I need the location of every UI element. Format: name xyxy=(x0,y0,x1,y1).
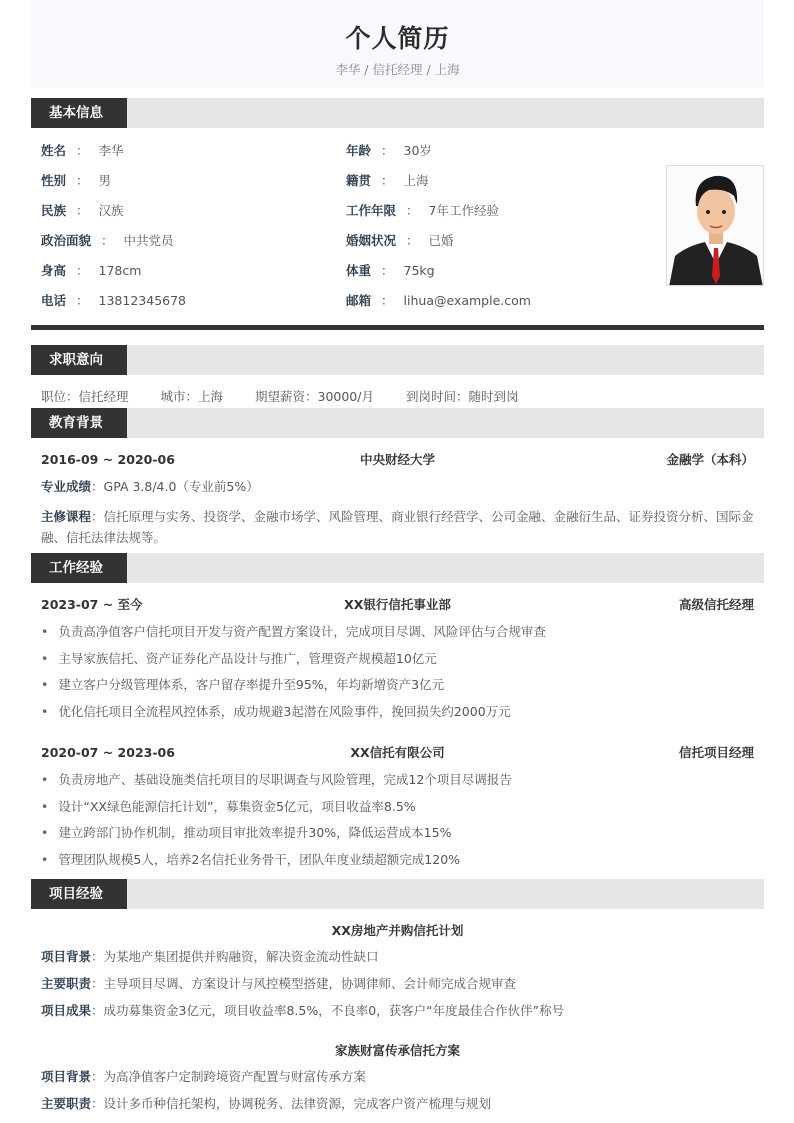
section-education xyxy=(31,408,764,438)
info-value: lihua@example.com xyxy=(403,293,531,308)
info-colon: ： xyxy=(76,203,89,218)
info-colon: ： xyxy=(406,203,419,218)
section-heading: 基本信息 xyxy=(31,98,127,128)
project-line-text: ：设计多币种信托架构，协调税务、法律资源，完成客户资产梳理与规划 xyxy=(91,1096,492,1111)
education-gpa xyxy=(41,478,259,496)
info-colon: ： xyxy=(381,173,394,188)
project-line-label: 项目背景 xyxy=(41,949,92,964)
project-line xyxy=(41,975,516,993)
info-colon: ： xyxy=(76,293,89,308)
project-line xyxy=(41,1068,366,1086)
divider xyxy=(31,325,764,330)
project-line-text: ：为某地产集团提供并购融资，解决资金流动性缺口 xyxy=(91,949,379,964)
info-colon: ： xyxy=(381,293,394,308)
info-label: 婚姻状况 xyxy=(346,233,397,248)
section-work xyxy=(31,553,764,583)
project-line-label: 主要职责 xyxy=(41,976,92,991)
info-label: 邮箱 xyxy=(346,293,372,308)
info-colon: ： xyxy=(406,233,419,248)
info-label: 年龄 xyxy=(346,143,372,158)
project-name: 家族财富传承信托方案 xyxy=(334,1043,460,1058)
intent-availability: 到岗时间：随时到岗 xyxy=(405,389,519,404)
info-value: 上海 xyxy=(403,173,429,188)
education-major: 金融学（本科） xyxy=(666,452,755,467)
info-value: 13812345678 xyxy=(98,293,187,308)
project-line-label: 主要职责 xyxy=(41,1096,92,1111)
project-line-label: 项目背景 xyxy=(41,1069,92,1084)
project-name: XX房地产并购信托计划 xyxy=(331,923,464,938)
project-line xyxy=(41,948,379,966)
courses-value: ：信托原理与实务、投资学、金融市场学、风险管理、商业银行经营学、公司金融、金融衍生品、证券投资分析、国际金融、信托法律法规等。 xyxy=(41,509,754,545)
info-label: 电话 xyxy=(41,293,67,308)
job-date: 2023-07 ~ 至今 xyxy=(41,597,143,612)
info-label: 政治面貌 xyxy=(41,233,92,248)
intent-row xyxy=(41,388,518,406)
profile-photo xyxy=(666,165,764,286)
project-line-text: ：成功募集资金3亿元，项目收益率8.5%，不良率0，获客户“年度最佳合作伙伴”称号 xyxy=(91,1003,565,1018)
resume-header xyxy=(31,0,764,88)
info-colon: ： xyxy=(76,263,89,278)
job-bullet: • 负责房地产、基础设施类信托项目的尽职调查与风险管理，完成12个项目尽调报告 xyxy=(41,771,512,789)
info-value: 中共党员 xyxy=(123,233,174,248)
job-title: 高级信托经理 xyxy=(679,597,755,612)
job-header xyxy=(41,744,754,762)
section-job-intent xyxy=(31,345,764,375)
job-company: XX信托有限公司 xyxy=(350,745,445,760)
job-bullet: • 管理团队规模5人，培养2名信托业务骨干，团队年度业绩超额完成120% xyxy=(41,851,460,869)
education-courses xyxy=(41,506,754,548)
info-field xyxy=(346,172,429,190)
info-field xyxy=(346,142,432,160)
info-field xyxy=(346,202,499,220)
job-title: 信托项目经理 xyxy=(679,745,755,760)
job-bullet: • 建立客户分级管理体系，客户留存率提升至95%，年均新增资产3亿元 xyxy=(41,676,444,694)
section-heading: 求职意向 xyxy=(31,345,127,375)
section-projects xyxy=(31,879,764,909)
gpa-label: 专业成绩 xyxy=(41,479,92,494)
info-label: 籍贯 xyxy=(346,173,372,188)
job-date: 2020-07 ~ 2023-06 xyxy=(41,745,175,760)
person-avatar-icon xyxy=(667,166,764,286)
info-value: 男 xyxy=(98,173,112,188)
info-field xyxy=(346,292,531,310)
info-value: 李华 xyxy=(98,143,124,158)
info-value: 30岁 xyxy=(403,143,432,158)
info-field xyxy=(41,232,174,250)
job-company: XX银行信托事业部 xyxy=(344,597,451,612)
resume-page xyxy=(31,0,764,1111)
info-value: 汉族 xyxy=(98,203,124,218)
info-field xyxy=(41,202,124,220)
project-line xyxy=(41,1095,491,1113)
info-field xyxy=(41,142,124,160)
info-value: 75kg xyxy=(403,263,435,278)
job-bullet: • 设计“XX绿色能源信托计划”，募集资金5亿元，项目收益率8.5% xyxy=(41,798,416,816)
job-bullet: • 建立跨部门协作机制，推动项目审批效率提升30%，降低运营成本15% xyxy=(41,824,451,842)
resume-subtitle: 李华 / 信托经理 / 上海 xyxy=(335,62,460,77)
info-field xyxy=(41,292,186,310)
info-label: 体重 xyxy=(346,263,372,278)
resume-title: 个人简历 xyxy=(345,24,450,53)
info-label: 民族 xyxy=(41,203,67,218)
info-value: 已婚 xyxy=(428,233,454,248)
education-school: 中央财经大学 xyxy=(360,452,436,467)
project-line xyxy=(41,1002,564,1020)
info-colon: ： xyxy=(76,173,89,188)
job-bullet: • 主导家族信托、资产证券化产品设计与推广，管理资产规模超10亿元 xyxy=(41,650,437,668)
info-colon: ： xyxy=(101,233,114,248)
job-header xyxy=(41,596,754,614)
section-basic-info xyxy=(31,98,764,128)
project-line-text: ：为高净值客户定制跨境资产配置与财富传承方案 xyxy=(91,1069,367,1084)
education-date: 2016-09 ~ 2020-06 xyxy=(41,452,175,467)
info-label: 工作年限 xyxy=(346,203,397,218)
info-colon: ： xyxy=(381,143,394,158)
info-field xyxy=(346,232,454,250)
info-value: 7年工作经验 xyxy=(428,203,499,218)
section-heading: 工作经验 xyxy=(31,553,127,583)
info-colon: ： xyxy=(76,143,89,158)
info-field xyxy=(346,262,435,280)
education-row xyxy=(41,451,754,469)
info-label: 姓名 xyxy=(41,143,67,158)
intent-city: 城市：上海 xyxy=(160,389,224,404)
info-colon: ： xyxy=(381,263,394,278)
info-label: 性别 xyxy=(41,173,67,188)
gpa-value: ：GPA 3.8/4.0（专业前5%） xyxy=(91,479,259,494)
intent-salary: 期望薪资：30000/月 xyxy=(255,389,374,404)
info-field xyxy=(41,172,111,190)
courses-label: 主修课程 xyxy=(41,509,92,524)
job-bullet: • 负责高净值客户信托项目开发与资产配置方案设计，完成项目尽调、风险评估与合规审查 xyxy=(41,623,546,641)
project-line-label: 项目成果 xyxy=(41,1003,92,1018)
info-field xyxy=(41,262,141,280)
info-value: 178cm xyxy=(98,263,142,278)
job-bullet: • 优化信托项目全流程风控体系，成功规避3起潜在风险事件，挽回损失约2000万元 xyxy=(41,703,511,721)
section-heading: 项目经验 xyxy=(31,879,127,909)
section-heading: 教育背景 xyxy=(31,408,127,438)
intent-position: 职位：信托经理 xyxy=(41,389,129,404)
project-line-text: ：主导项目尽调、方案设计与风控模型搭建，协调律师、会计师完成合规审查 xyxy=(91,976,517,991)
info-label: 身高 xyxy=(41,263,67,278)
